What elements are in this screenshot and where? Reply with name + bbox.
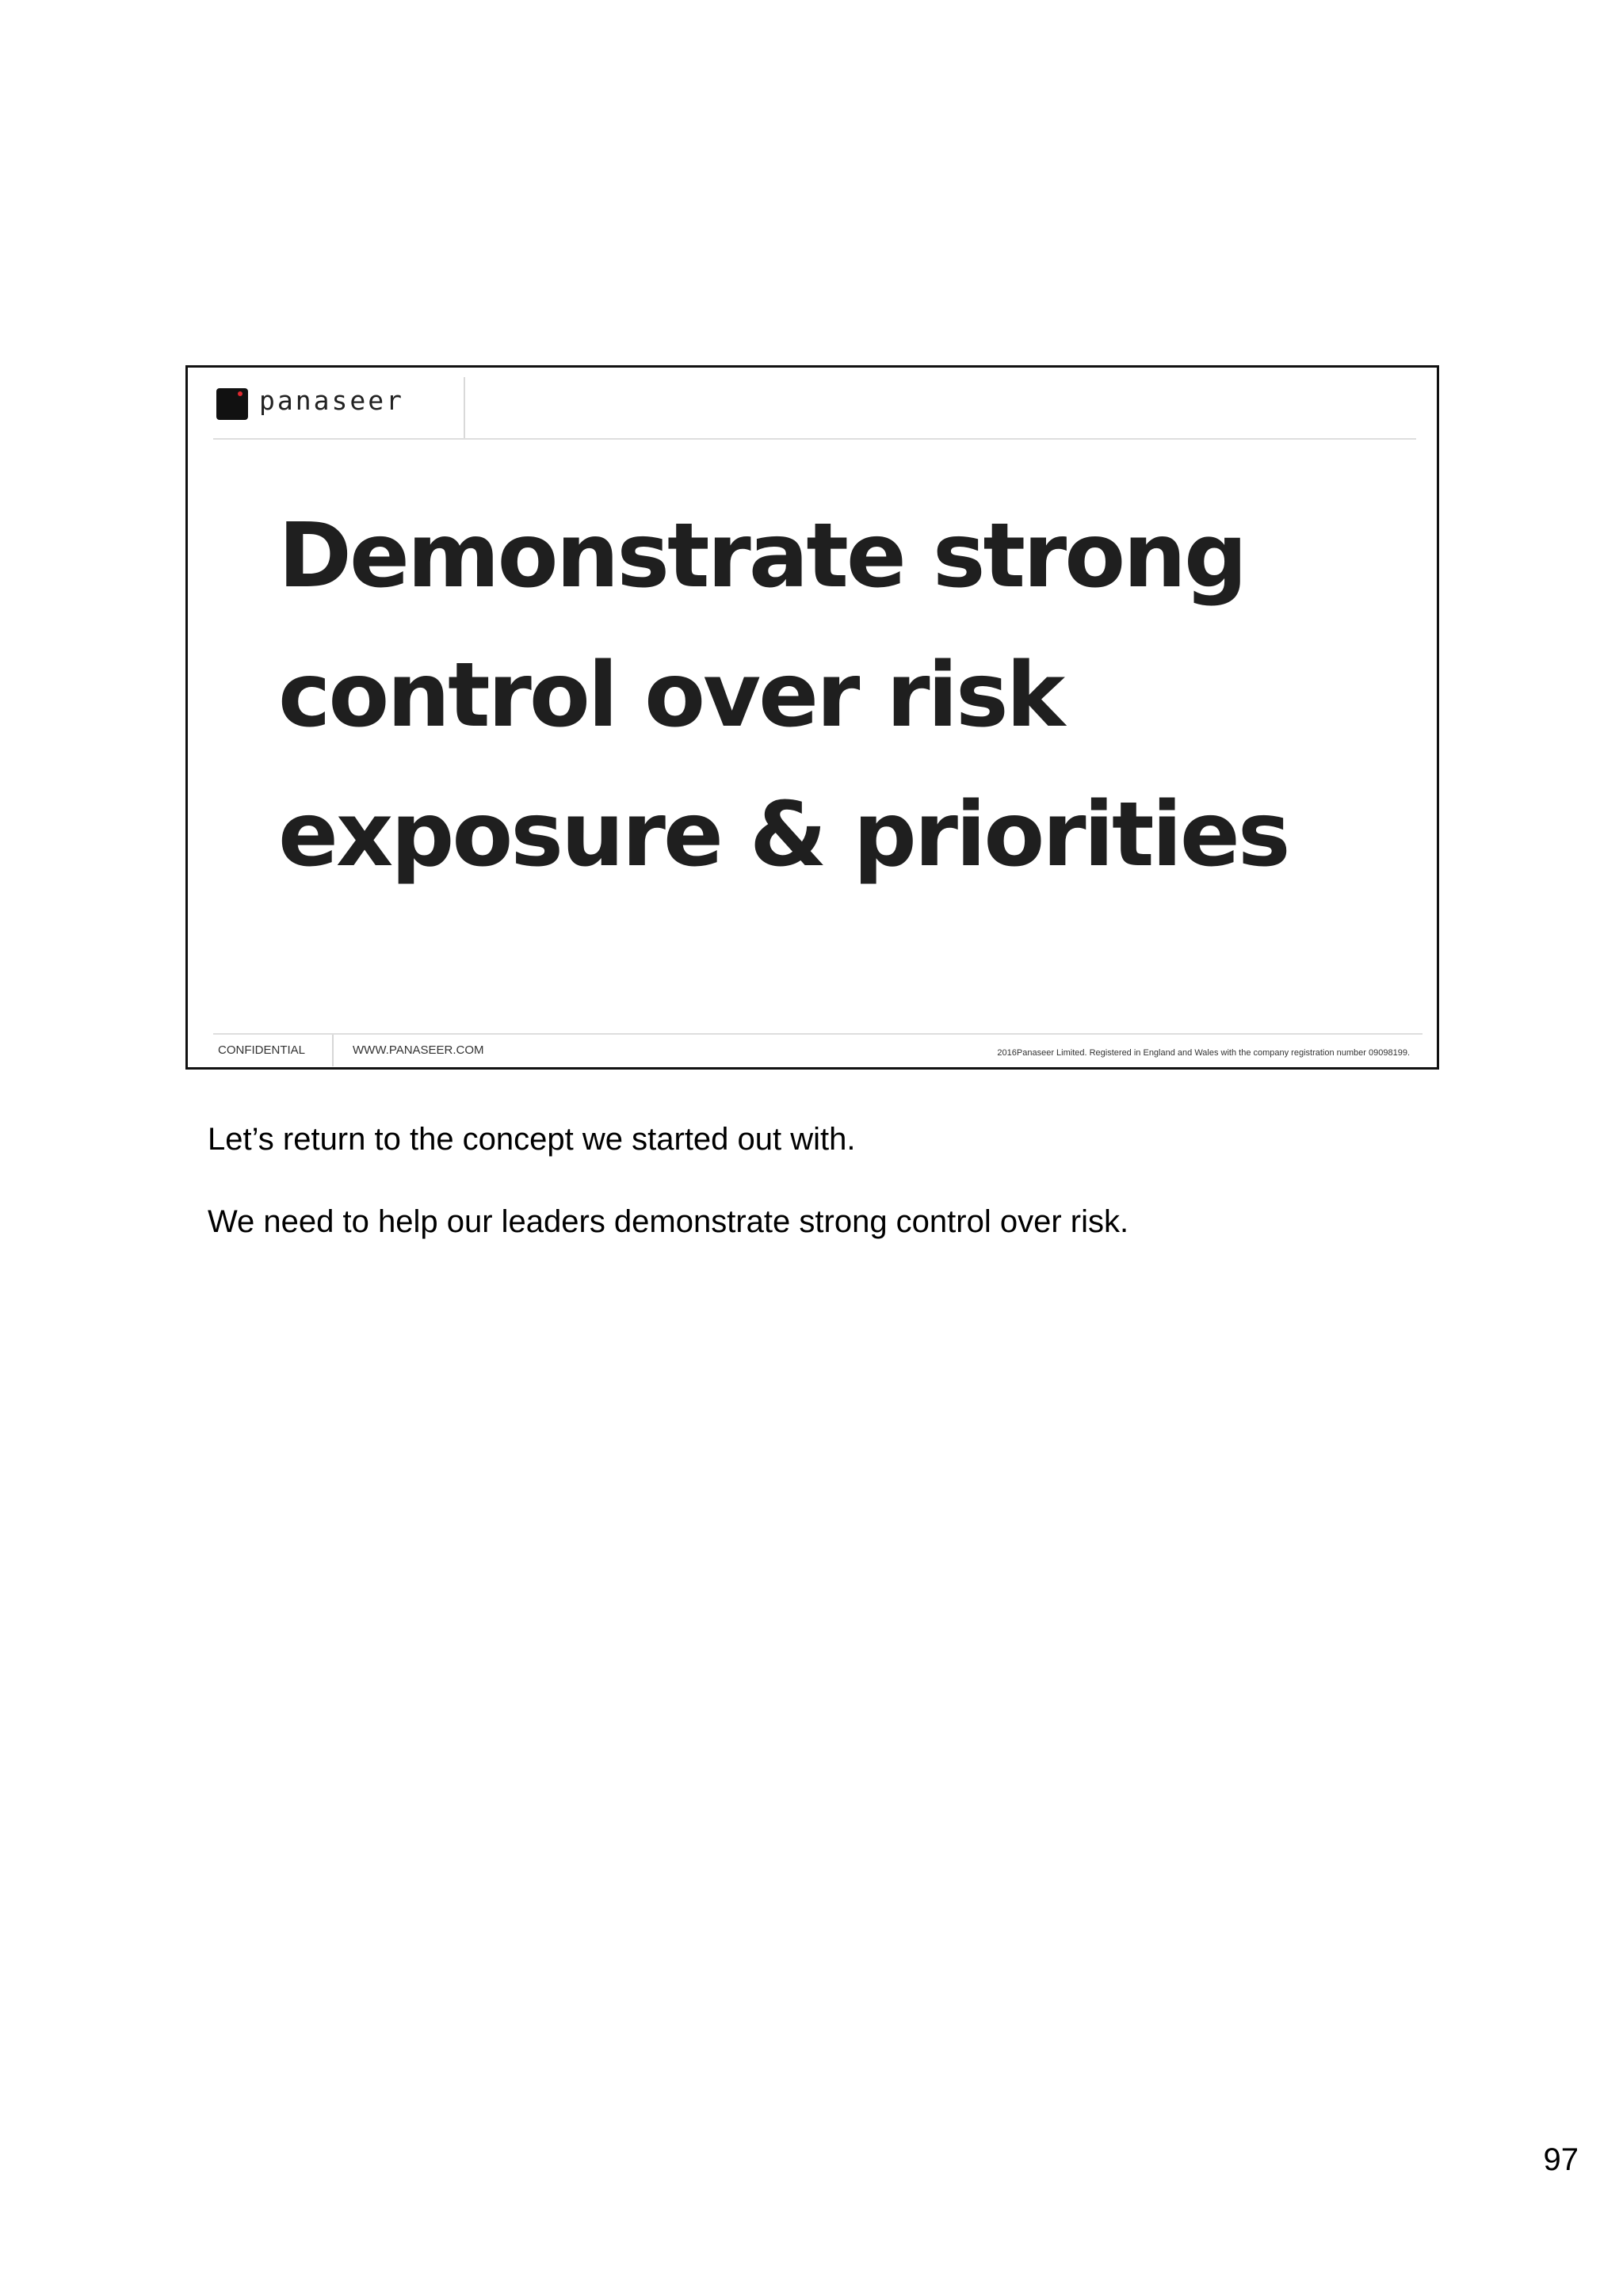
note-paragraph: Let’s return to the concept we started out with.	[208, 1122, 856, 1157]
logo-red-dot	[238, 391, 242, 396]
slide-thumbnail	[185, 365, 1439, 1070]
footer-url: WWW.PANASEER.COM	[353, 1043, 484, 1057]
speaker-notes	[208, 1119, 1476, 1242]
footer-divider-vertical	[332, 1035, 334, 1066]
slide-title-line: exposure & priorities	[278, 784, 1289, 887]
page-number: 97	[1543, 2142, 1579, 2177]
header-divider-vertical	[464, 377, 465, 439]
slide-title	[278, 486, 1388, 905]
slide-header	[188, 368, 1437, 443]
logo-wordmark: panaseer	[259, 385, 404, 416]
header-divider-horizontal	[213, 438, 1416, 440]
footer-divider-horizontal	[213, 1033, 1423, 1035]
panaseer-logo-icon	[216, 388, 248, 420]
note-paragraph: We need to help our leaders demonstrate strong control over risk.	[208, 1204, 1129, 1239]
slide-title-line: Demonstrate strong	[278, 505, 1246, 608]
footer-copyright: 2016Panaseer Limited. Registered in England and Wales with the company registration number 09098199.	[997, 1048, 1410, 1058]
footer-confidential: CONFIDENTIAL	[218, 1043, 306, 1057]
slide-title-line: control over risk	[278, 644, 1064, 747]
